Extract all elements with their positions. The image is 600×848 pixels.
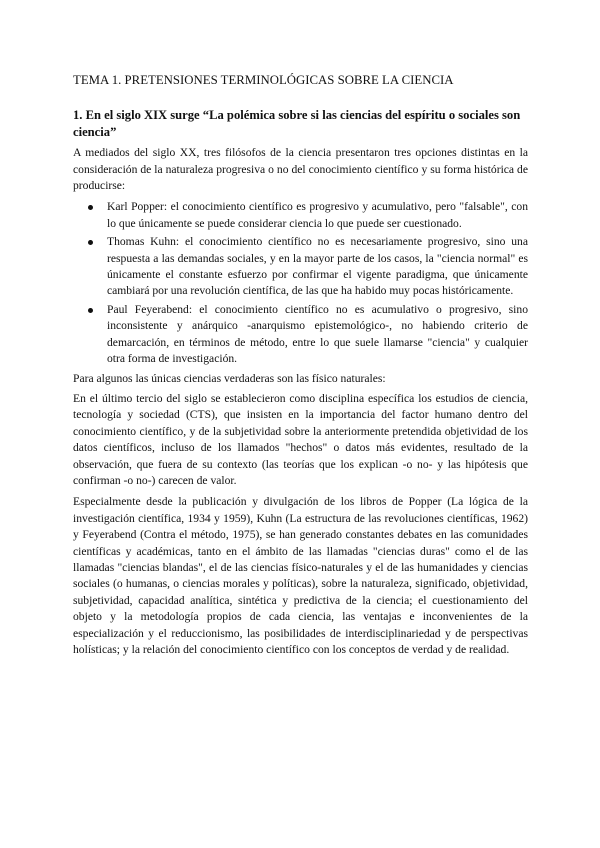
list-item-feyerabend [73,302,528,368]
list-item-popper [73,199,528,232]
bullet-icon [88,205,93,210]
paragraph-natural-sciences: Para algunos las únicas ciencias verdaderas son las físico naturales: [73,372,386,386]
paragraph-cts: En el último tercio del siglo se establecieron como disciplina específica los estudios de ciencia, tecnología y sociedad (CTS), que insisten en la importancia del factor humano dentro del conocimiento científico, y de la subjetividad sobre la anteriormente pretendida objetividad de los datos científicos, incluso de los llamados "hechos" o datos más evidentes, resultado de la observación, que fuera de su contexto (las teorías que los explican -o no- y las hipótesis que confirman -o no-) carecen de valor. [73,391,528,487]
list-item-text: Thomas Kuhn: el conocimiento científico no es necesariamente progresivo, sino una respuesta a las demandas sociales, y en la mayor parte de los casos, la "ciencia normal" es únicamente el constante esfuerzo por confirmar el vigente paradigma, que únicamente cambiará por una revolución científica, de las que ha habido muy pocas históricamente. [107,235,528,298]
paragraph-debates: Especialmente desde la publicación y divulgación de los libros de Popper (La lógica de la investigación científica, 1934 y 1959), Kuhn (La estructura de las revoluciones científicas, 1962) y Feyerabend (Contra el método, 1975), se han generado constantes debates en las comunidades científicas y académicas, tanto en el ámbito de las llamadas "ciencias duras" como el de las llamadas "ciencias blandas", el de las ciencias físico-naturales y el de las humanidades y ciencias sociales (o humanas, o ciencias morales y políticas), sobre la naturaleza, significado, objetividad, subjetividad, capacidad analítica, sintética y predictiva de la ciencia; el cuestionamiento del objeto y la metodología propios de cada ciencia, las ventajas e inconvenientes de la especialización y el reduccionismo, las posibilidades de interdisciplinariedad y de perspectivas holísticas; y la relación del conocimiento científico con los conceptos de verdad y de realidad. [73,495,528,656]
tema-title: TEMA 1. PRETENSIONES TERMINOLÓGICAS SOBRE LA CIENCIA [73,73,454,87]
list-item-text: Karl Popper: el conocimiento científico es progresivo y acumulativo, pero "falsable", con lo que únicamente se puede considerar ciencia lo que puede ser cuestionado. [107,200,528,230]
section-heading: 1. En el siglo XIX surge “La polémica sobre si las ciencias del espíritu o sociales son ciencia” [73,108,521,139]
bullet-icon [88,308,93,313]
bullet-icon [88,240,93,245]
intro-paragraph: A mediados del siglo XX, tres filósofos de la ciencia presentaron tres opciones distintas en la consideración de la naturaleza progresiva o no del conocimiento científico y su forma histórica de producirse: [73,146,528,192]
philosophers-list [73,199,528,367]
list-item-text: Paul Feyerabend: el conocimiento científico no es acumulativo o progresivo, sino inconsistente y anárquico -anarquismo epistemológico-, no habiendo criterio de demarcación, en términos de método, entre lo que suele llamarse "ciencia" y cualquier otra forma de investigación. [107,302,528,366]
list-item-kuhn [73,234,528,300]
